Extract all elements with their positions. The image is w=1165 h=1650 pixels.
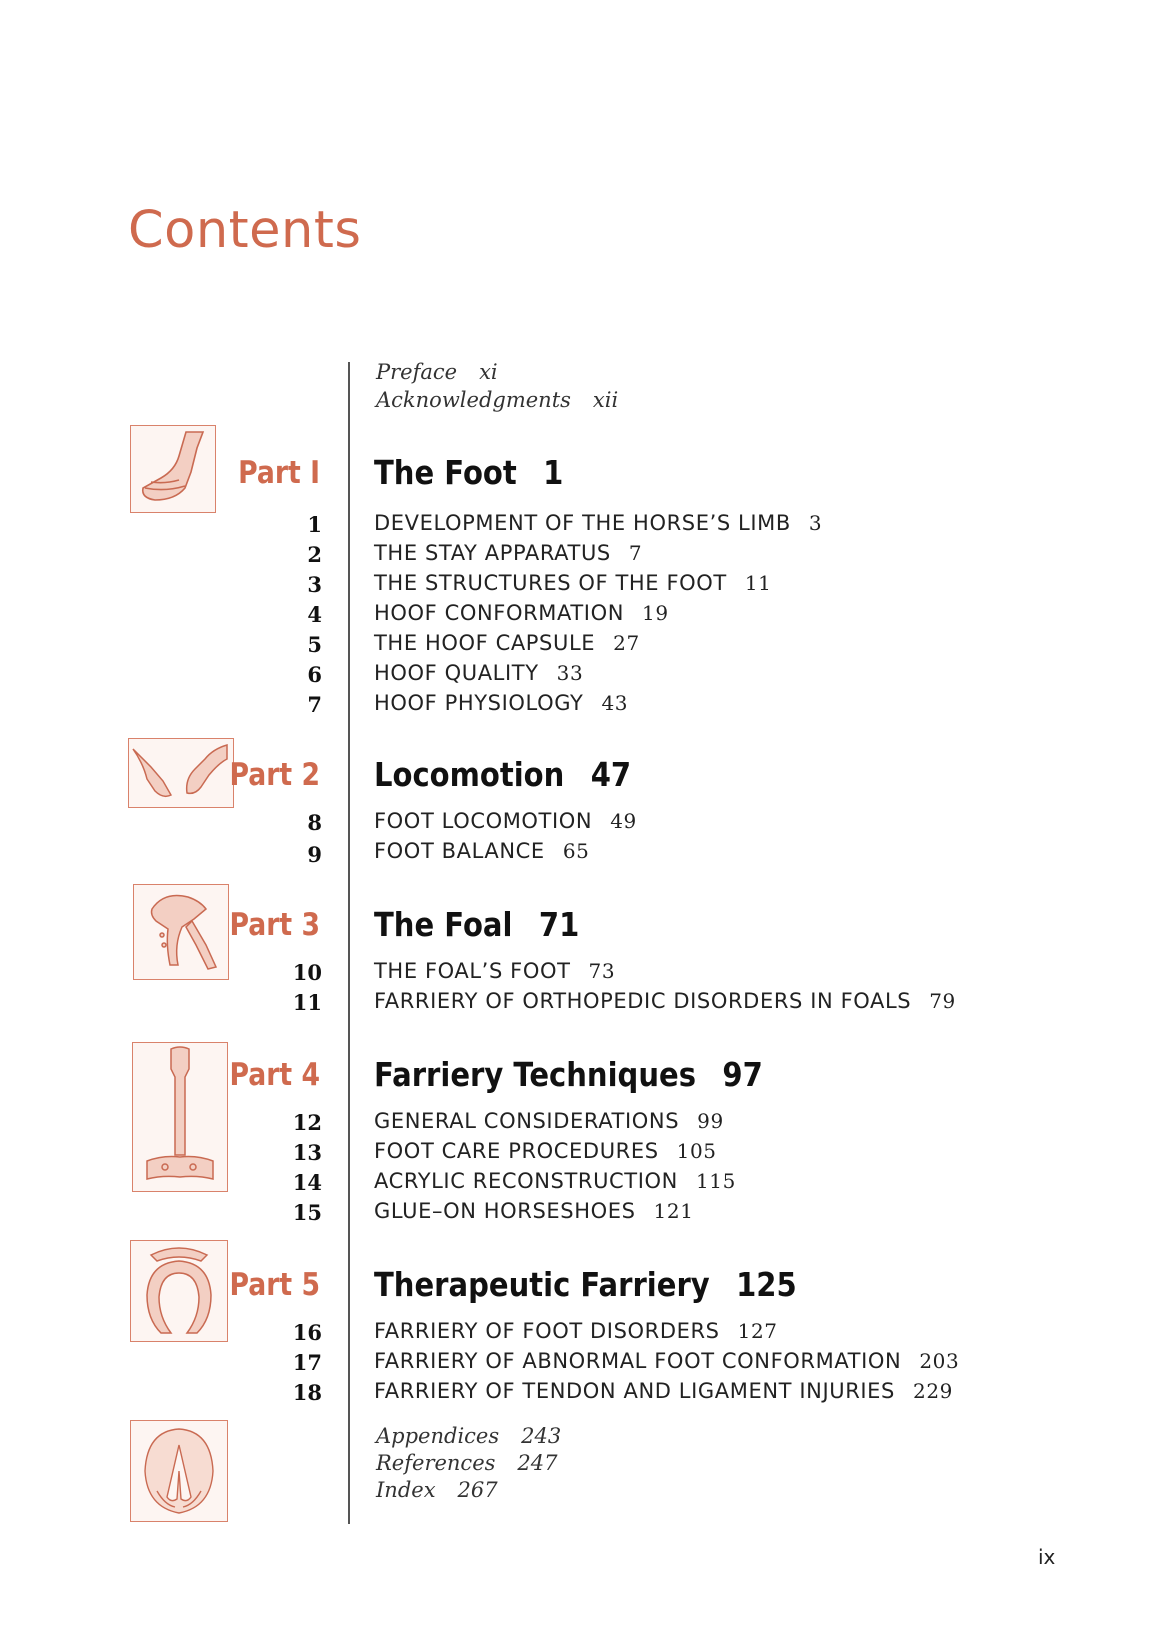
chapter-number: 6 (307, 662, 322, 687)
toc-entry-preface[interactable] (376, 362, 498, 383)
chapter-entry[interactable] (374, 1351, 959, 1372)
chapter-title: FOOT LOCOMOTION (374, 809, 593, 833)
chapter-entry[interactable] (374, 811, 637, 832)
chapter-entry[interactable] (374, 1201, 694, 1222)
part-label-2: Part 2 (229, 757, 320, 793)
chapter-number: 13 (292, 1140, 322, 1165)
chapter-title: HOOF QUALITY (374, 661, 539, 685)
part-page: 47 (590, 755, 632, 794)
chapter-title: HOOF PHYSIOLOGY (374, 691, 584, 715)
chapter-page: 43 (601, 691, 629, 715)
entry-title: Index (376, 1478, 436, 1502)
entry-title: Preface (376, 360, 458, 384)
part-page: 1 (543, 453, 564, 492)
part-title-2[interactable] (374, 755, 632, 794)
chapter-number: 2 (307, 542, 322, 567)
chapter-page: 203 (919, 1349, 960, 1373)
part-label-4: Part 4 (229, 1057, 320, 1093)
chapter-title: GLUE–ON HORSESHOES (374, 1199, 636, 1223)
chapter-page: 121 (653, 1199, 694, 1223)
hoof-sole-icon (130, 1420, 228, 1522)
chapter-number: 10 (292, 960, 322, 985)
chapter-page: 229 (913, 1379, 953, 1403)
chapter-number: 8 (307, 810, 322, 835)
chapter-number: 1 (307, 512, 322, 537)
part-title-text: The Foot (374, 453, 517, 492)
chapter-page: 65 (562, 839, 590, 863)
chapter-page: 49 (610, 809, 637, 833)
chapter-title: FARRIERY OF ABNORMAL FOOT CONFORMATION (374, 1349, 902, 1373)
entry-page: xi (479, 360, 498, 384)
chapter-page: 33 (556, 661, 584, 685)
chapter-number: 12 (292, 1110, 322, 1135)
chapter-entry[interactable] (374, 1171, 736, 1192)
part-title-3[interactable] (374, 905, 580, 944)
chapter-number: 16 (292, 1320, 322, 1345)
toc-entry-appendices[interactable] (376, 1426, 561, 1447)
part-label-5: Part 5 (229, 1267, 320, 1303)
chapter-entry[interactable] (374, 633, 640, 654)
chapter-number: 17 (292, 1350, 322, 1375)
chapter-page: 115 (695, 1169, 736, 1193)
chapter-page: 27 (613, 631, 640, 655)
chapter-entry[interactable] (374, 841, 589, 862)
chapter-title: GENERAL CONSIDERATIONS (374, 1109, 680, 1133)
chapter-number: 3 (307, 572, 322, 597)
chapter-number: 4 (307, 602, 322, 627)
chapter-title: THE HOOF CAPSULE (374, 631, 596, 655)
chapter-number: 9 (307, 842, 322, 867)
chapter-title: DEVELOPMENT OF THE HORSE’S LIMB (374, 511, 791, 535)
entry-page: 267 (457, 1478, 498, 1502)
chapter-title: ACRYLIC RECONSTRUCTION (374, 1169, 678, 1193)
chapter-number: 14 (292, 1170, 322, 1195)
toc-entry-index[interactable] (376, 1480, 498, 1501)
entry-page: 247 (517, 1451, 558, 1475)
chapter-entry[interactable] (374, 1321, 778, 1342)
part-title-4[interactable] (374, 1055, 763, 1094)
part-label-1: Part I (238, 455, 320, 491)
part-title-text: Locomotion (374, 755, 565, 794)
chapter-entry[interactable] (374, 663, 583, 684)
chapter-number: 7 (307, 692, 322, 717)
chapter-title: THE FOAL’S FOOT (374, 959, 571, 983)
chapter-number: 18 (292, 1380, 322, 1405)
chapter-title: FOOT CARE PROCEDURES (374, 1139, 659, 1163)
chapter-page: 105 (676, 1139, 717, 1163)
chapter-entry[interactable] (374, 543, 642, 564)
entry-title: References (376, 1451, 496, 1475)
chapter-entry[interactable] (374, 693, 628, 714)
chapter-title: FARRIERY OF FOOT DISORDERS (374, 1319, 720, 1343)
page-number: ix (1038, 1545, 1056, 1569)
chapter-entry[interactable] (374, 513, 822, 534)
page-title: Contents (128, 201, 362, 260)
chapter-page: 3 (808, 511, 823, 535)
chapter-page: 7 (628, 541, 643, 565)
entry-page: 243 (521, 1424, 562, 1448)
chapter-entry[interactable] (374, 1111, 724, 1132)
part-title-text: The Foal (374, 905, 513, 944)
toc-entry-references[interactable] (376, 1453, 558, 1474)
chapter-number: 15 (292, 1200, 322, 1225)
chapter-page: 79 (929, 989, 956, 1013)
part-title-1[interactable] (374, 453, 564, 492)
chapter-entry[interactable] (374, 991, 956, 1012)
chapter-title: FOOT BALANCE (374, 839, 545, 863)
entry-title: Acknowledgments (376, 388, 571, 412)
chapter-number: 11 (292, 990, 322, 1015)
chapter-page: 127 (737, 1319, 778, 1343)
chapter-page: 73 (588, 959, 616, 983)
chapter-entry[interactable] (374, 573, 771, 594)
part-page: 125 (736, 1265, 797, 1304)
part-label-3: Part 3 (229, 907, 320, 943)
part-title-text: Farriery Techniques (374, 1055, 696, 1094)
chapter-title: THE STAY APPARATUS (374, 541, 611, 565)
chapter-entry[interactable] (374, 1381, 953, 1402)
chapter-page: 99 (697, 1109, 724, 1133)
chapter-title: HOOF CONFORMATION (374, 601, 625, 625)
entry-title: Appendices (376, 1424, 500, 1448)
toc-entry-acknowledgments[interactable] (376, 390, 618, 411)
chapter-entry[interactable] (374, 1141, 717, 1162)
chapter-number: 5 (307, 632, 322, 657)
part-title-5[interactable] (374, 1265, 797, 1304)
part-page: 97 (722, 1055, 763, 1094)
part-page: 71 (538, 905, 580, 944)
chapter-entry[interactable] (374, 603, 669, 624)
chapter-entry[interactable] (374, 961, 615, 982)
chapter-title: THE STRUCTURES OF THE FOOT (374, 571, 727, 595)
divider-line (348, 362, 350, 1524)
entry-page: xii (592, 388, 619, 412)
chapter-title: FARRIERY OF TENDON AND LIGAMENT INJURIES (374, 1379, 895, 1403)
chapter-title: FARRIERY OF ORTHOPEDIC DISORDERS IN FOALS (374, 989, 912, 1013)
part-title-text: Therapeutic Farriery (374, 1265, 710, 1304)
chapter-page: 19 (642, 601, 669, 625)
chapter-page: 11 (744, 571, 772, 595)
